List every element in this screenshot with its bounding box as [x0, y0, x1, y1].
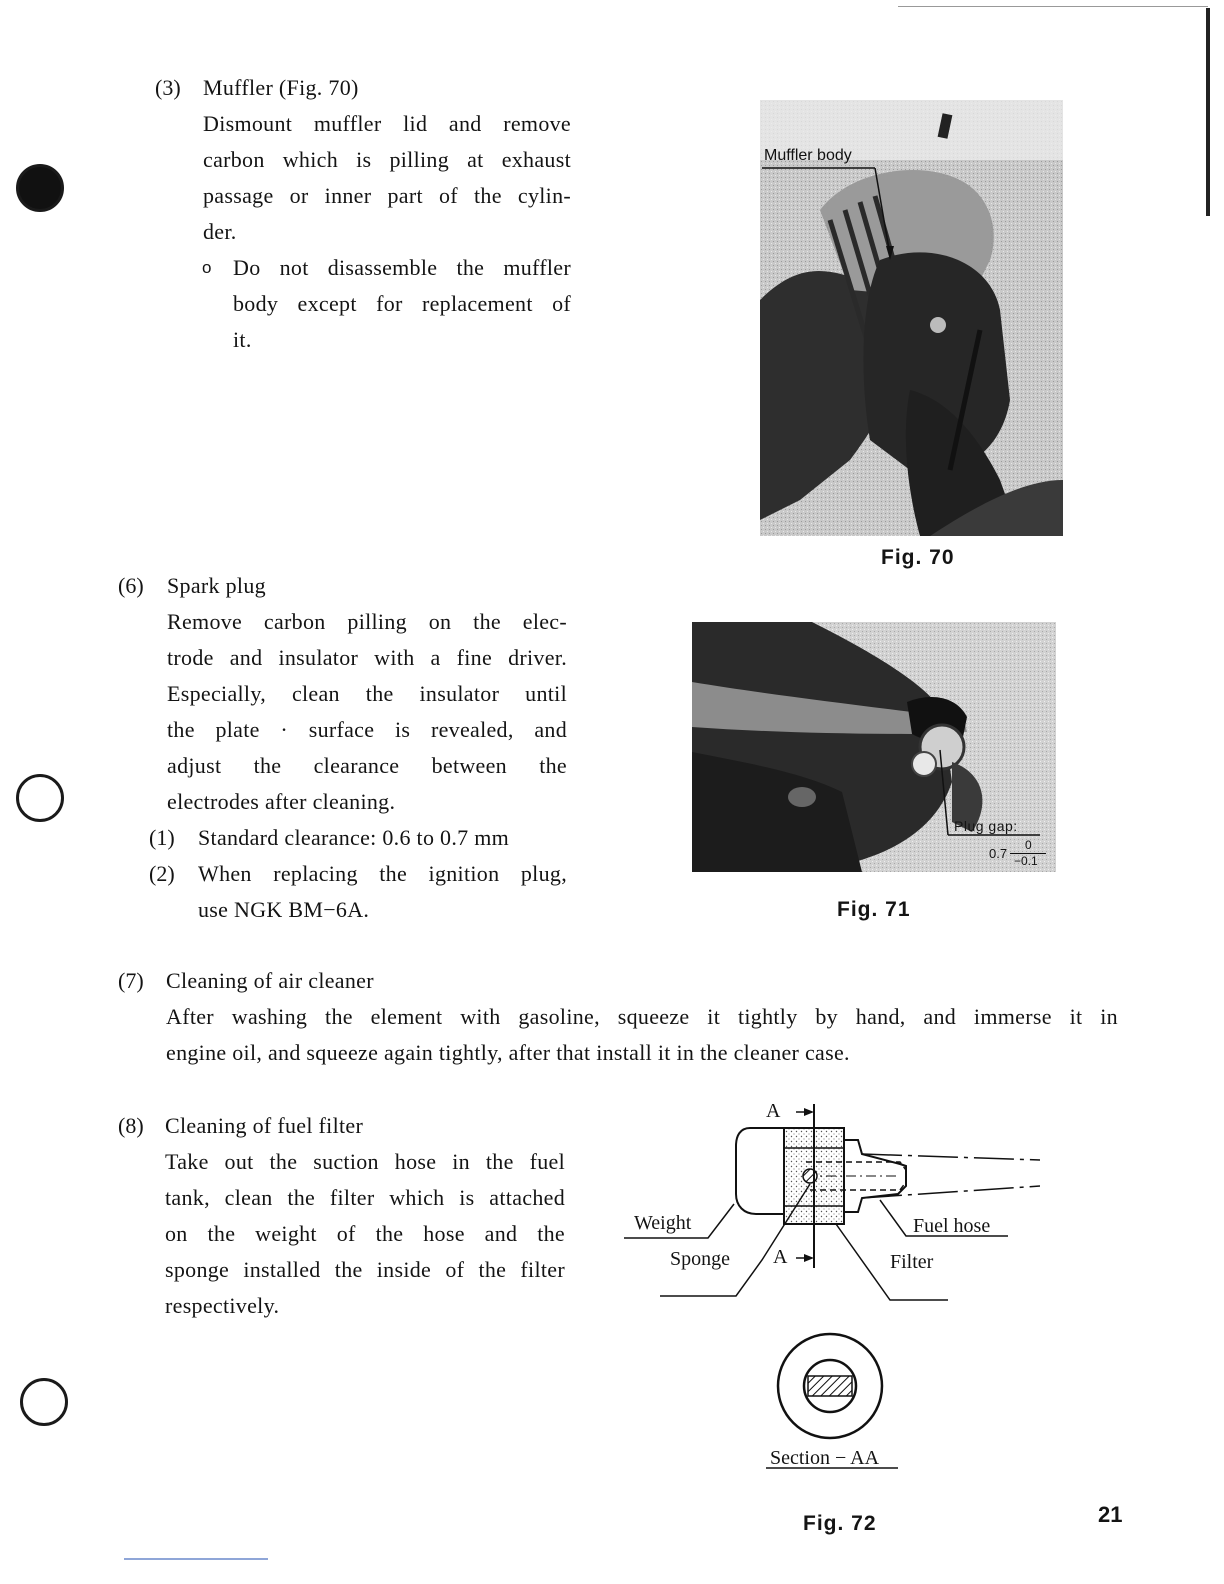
note-body [233, 250, 571, 358]
binder-hole [16, 164, 64, 212]
body-line: Take out the suction hose in the fuel [165, 1149, 565, 1174]
right-edge-line [1206, 8, 1210, 216]
body-line: engine oil, and squeeze again tightly, after that install it in the cleaner case. [166, 1040, 850, 1065]
plug-gap-lower-tolerance: −0.1 [1014, 854, 1038, 868]
body-line: Especially, clean the insulator until [167, 681, 567, 706]
binder-hole [20, 1378, 68, 1426]
list-number: (1) [149, 825, 175, 850]
body-line: Remove carbon pilling on the elec- [167, 609, 567, 634]
fig72-caption: Fig. 72 [803, 1512, 877, 1535]
body-line: the plate · surface is revealed, and [167, 717, 567, 742]
section-body [167, 604, 567, 820]
section-aa-label: Section − AA [770, 1447, 880, 1469]
body-line: sponge installed the inside of the filter [165, 1257, 565, 1282]
section-heading: Cleaning of fuel filter [165, 1113, 364, 1138]
section-number: (7) [118, 968, 144, 993]
body-line: on the weight of the hose and the [165, 1221, 565, 1246]
list-item-line: When replacing the ignition plug, [198, 861, 567, 886]
note-line: body except for replacement of [233, 291, 571, 316]
body-line: adjust the clearance between the [167, 753, 567, 778]
body-line: trode and insulator with a fine driver. [167, 645, 567, 670]
section-heading: Spark plug [167, 573, 266, 598]
body-line: After washing the element with gasoline, squeeze it tightly by hand, and immerse it in [166, 1004, 1118, 1029]
body-line: Dismount muffler lid and remove [203, 111, 571, 136]
section-body [165, 1144, 565, 1324]
muffler-body-leader [760, 160, 900, 270]
body-line: electrodes after cleaning. [167, 789, 396, 814]
fig71-caption: Fig. 71 [837, 898, 911, 921]
fuel-hose-label: Fuel hose [913, 1215, 991, 1237]
section-body [203, 106, 571, 250]
list-item [198, 856, 567, 928]
list-number: (2) [149, 861, 175, 886]
note-bullet: o [202, 258, 212, 277]
filter-label: Filter [890, 1251, 934, 1273]
body-line: carbon which is pilling at exhaust [203, 147, 571, 172]
section-heading: Muffler (Fig. 70) [203, 75, 359, 100]
body-line: der. [203, 219, 237, 244]
note-line: it. [233, 327, 252, 352]
bottom-edge-line [124, 1558, 268, 1560]
page-number: 21 [1098, 1502, 1123, 1527]
weight-label: Weight [634, 1212, 692, 1234]
note-line: Do not disassemble the muffler [233, 255, 571, 280]
section-number: (6) [118, 573, 144, 598]
body-line: tank, clean the filter which is attached [165, 1185, 565, 1210]
plug-gap-upper-tolerance: 0 [1025, 838, 1032, 852]
plug-gap-label: Plug gap: [954, 818, 1018, 834]
list-item: Standard clearance: 0.6 to 0.7 mm [198, 825, 510, 850]
sponge-label: Sponge [670, 1248, 730, 1270]
section-number: (8) [118, 1113, 144, 1138]
fig70-caption: Fig. 70 [881, 546, 955, 569]
section-number: (3) [155, 75, 181, 100]
binder-hole [16, 774, 64, 822]
top-edge-line [898, 6, 1208, 7]
list-item-line: use NGK BM−6A. [198, 897, 370, 922]
body-line: passage or inner part of the cylin- [203, 183, 571, 208]
body-line: respectively. [165, 1293, 280, 1318]
plug-gap-base: 0.7 [989, 846, 1008, 861]
section-a-bottom-label: A [773, 1246, 788, 1268]
section-body [166, 999, 1118, 1071]
section-heading: Cleaning of air cleaner [166, 968, 374, 993]
section-a-top-label: A [766, 1100, 781, 1122]
muffler-body-label: Muffler body [764, 147, 852, 164]
